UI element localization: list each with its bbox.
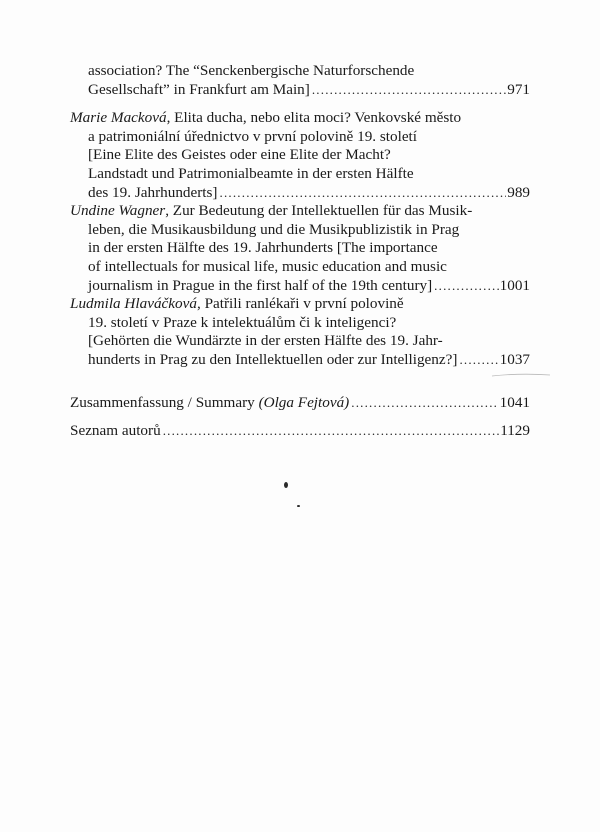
toc-entry-authors bbox=[70, 422, 530, 441]
toc-entry-line: in der ersten Hälfte des 19. Jahrhunderts [The importance bbox=[88, 239, 438, 257]
toc-page-number: 989 bbox=[507, 183, 530, 201]
toc-entry-first-line bbox=[70, 202, 530, 221]
dot-leader bbox=[312, 81, 506, 100]
toc-entry-last-line bbox=[70, 277, 530, 296]
toc-entry-title: Zusammenfassung / Summary bbox=[70, 393, 255, 411]
toc-entry-text: journalism in Prague in the first half of the 19th century] bbox=[88, 276, 433, 294]
toc-entry-hlavackova bbox=[70, 295, 530, 369]
toc-entry-line: [Eine Elite des Geistes oder eine Elite der Macht? bbox=[88, 146, 391, 164]
toc-entry-title-start: , Patřili ranlékaři v první polovině bbox=[196, 295, 404, 313]
toc-entry-text: Gesellschaft” in Frankfurt am Main] bbox=[88, 80, 310, 98]
spacer bbox=[70, 99, 530, 109]
toc-page-number: 1041 bbox=[499, 393, 530, 411]
pencil-stroke-mark bbox=[490, 372, 552, 378]
spacer bbox=[70, 370, 530, 394]
toc-entry-editor: (Olga Fejtová) bbox=[258, 393, 350, 411]
dot-leader bbox=[459, 351, 498, 370]
ink-speck bbox=[297, 505, 300, 507]
toc-entry-author: Ludmila Hlaváčková bbox=[70, 295, 197, 313]
toc-entry-line: of intellectuals for musical life, music education and music bbox=[88, 257, 447, 275]
toc-entry-line: [Gehörten die Wundärzte in der ersten Hälfte des 19. Jahr- bbox=[88, 332, 443, 350]
toc-entry-last-line bbox=[70, 81, 530, 100]
ink-speck bbox=[284, 482, 288, 488]
toc-entry-line: association? The “Senckenbergische Naturforschende bbox=[88, 62, 415, 79]
toc-entry-last-line bbox=[70, 422, 530, 441]
toc-entry-line: Landstadt und Patrimonialbeamte in der ersten Hälfte bbox=[88, 164, 414, 182]
toc-entry-first-line bbox=[70, 109, 530, 128]
toc-entry-title: Seznam autorů bbox=[70, 422, 161, 440]
dot-leader bbox=[220, 184, 507, 203]
toc-entry-mackova bbox=[70, 109, 530, 202]
toc-entry-wagner bbox=[70, 202, 530, 295]
toc-entry-text: hunderts in Prag zu den Intellektuellen oder zur Intelligenz?] bbox=[88, 350, 458, 368]
toc-entry-last-line bbox=[70, 184, 530, 203]
toc-page-number: 1001 bbox=[499, 276, 530, 294]
dot-leader bbox=[163, 422, 500, 441]
toc-entry-text: des 19. Jahrhunderts] bbox=[88, 183, 218, 201]
toc-entry-last-line bbox=[70, 351, 530, 370]
toc-entry-first-line bbox=[70, 295, 530, 314]
toc-entry-line: 19. století v Praze k intelektuálům či k inteligenci? bbox=[88, 313, 397, 331]
dot-leader bbox=[434, 277, 498, 296]
spacer bbox=[70, 412, 530, 422]
dot-leader bbox=[351, 394, 498, 413]
toc-page-number: 971 bbox=[507, 80, 530, 98]
toc-entry-continued bbox=[70, 62, 530, 99]
toc-entry-title-start: , Elita ducha, nebo elita moci? Venkovské město bbox=[166, 109, 462, 127]
toc-page-number: 1037 bbox=[499, 350, 530, 368]
toc-entry-author: Marie Macková bbox=[70, 109, 167, 127]
toc-entry-author: Undine Wagner bbox=[70, 202, 166, 220]
toc-entry-summary bbox=[70, 394, 530, 413]
toc-entry-line: a patrimoniální úřednictvo v první polovině 19. století bbox=[88, 127, 418, 145]
toc-entry-line: leben, die Musikausbildung und die Musikpublizistik in Prag bbox=[88, 220, 460, 238]
toc-entry-last-line bbox=[70, 394, 530, 413]
toc-entry-title-start: , Zur Bedeutung der Intellektuellen für das Musik- bbox=[165, 202, 473, 220]
toc-page-number: 1129 bbox=[500, 422, 530, 440]
table-of-contents bbox=[70, 62, 530, 441]
toc-entry-text bbox=[70, 394, 349, 413]
